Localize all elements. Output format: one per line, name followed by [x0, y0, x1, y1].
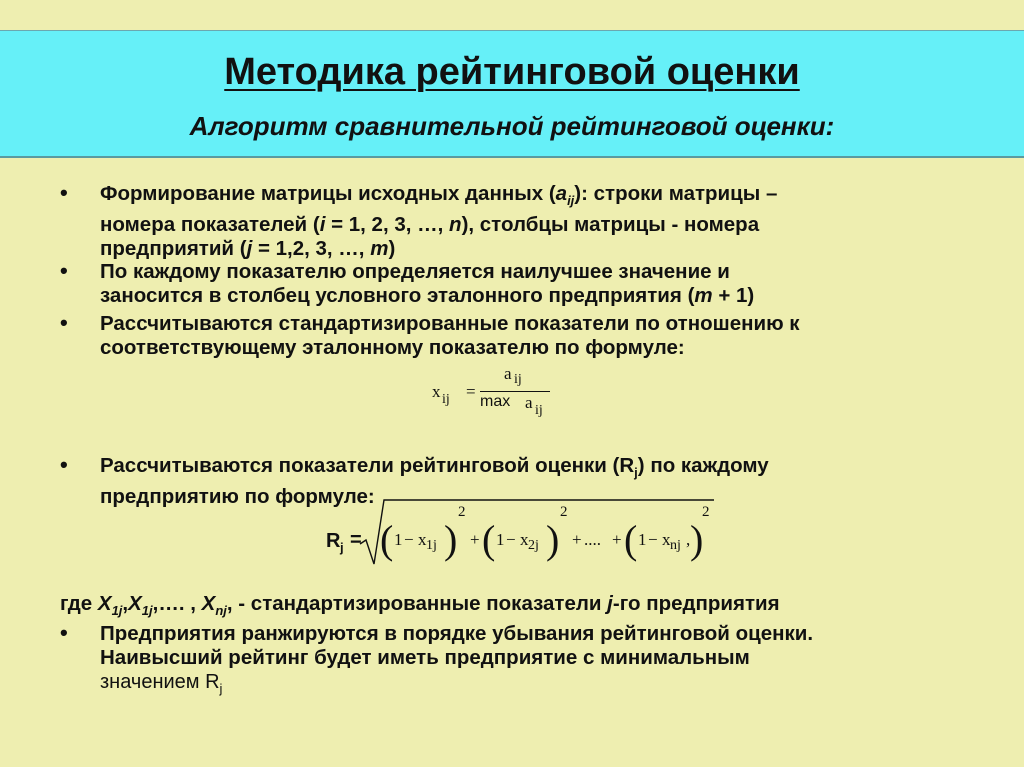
- formula2-sub-1: 1j: [426, 538, 437, 553]
- formula2-lhs-sub: j: [340, 540, 344, 555]
- formula2-pow-1: 2: [458, 504, 466, 520]
- item-4-line-2: предприятию по формуле:: [100, 485, 375, 509]
- formula1-lhs: x: [432, 382, 441, 401]
- formula1-num: a: [504, 364, 512, 383]
- formula2-paren-open-3: (: [624, 517, 638, 562]
- formula2-minus-3: −: [648, 530, 658, 549]
- formula2-paren-close-3: ): [690, 517, 704, 562]
- item-3-line-1: Рассчитываются стандартизированные показатели по отношению к: [100, 312, 800, 335]
- formula2-body: [380, 504, 720, 570]
- formula2-pow-3: 2: [702, 504, 710, 520]
- formula1-fraction-bar: [480, 391, 550, 392]
- formula2-var-2: x: [520, 530, 529, 549]
- item-5-text: [100, 622, 980, 701]
- formula2-one-2: 1: [496, 530, 505, 549]
- bullet-3: •: [60, 310, 68, 335]
- formula2-paren-close-1: ): [444, 517, 458, 562]
- formula2-one-3: 1: [638, 530, 647, 549]
- item-1-line-2: номера показателей (i = 1, 2, 3, …, n), столбцы матрицы - номера: [100, 213, 760, 237]
- bullet-4: •: [60, 452, 68, 477]
- formula1-num-sub: ij: [514, 372, 522, 387]
- formula1-den-var: a: [525, 393, 533, 412]
- rating-formula: [320, 496, 720, 572]
- formula2-minus-2: −: [506, 530, 516, 549]
- formula1-den-max: max: [480, 393, 511, 410]
- formula2-var-1: x: [418, 530, 427, 549]
- standardization-formula: [432, 362, 562, 422]
- formula2-plus-2: +: [572, 530, 582, 549]
- formula2-var-3: x: [662, 530, 671, 549]
- formula2-sub-3: nj: [670, 538, 681, 553]
- formula2-lhs: R: [326, 530, 341, 552]
- formula2-sub-2: 2j: [528, 538, 539, 553]
- item-2-line-1: По каждому показателю определяется наилучшее значение и: [100, 260, 730, 283]
- item-5-line-1: Предприятия ранжируются в порядке убывания рейтинговой оценки.: [100, 622, 814, 645]
- item-1-line-3: предприятий (j = 1,2, 3, …, m): [100, 237, 396, 261]
- formula2-dots: ....: [584, 530, 601, 549]
- formula2-eq: =: [350, 529, 362, 551]
- formula2-pow-2: 2: [560, 504, 568, 520]
- formula2-paren-open-2: (: [482, 517, 496, 562]
- where-line: где $X_{1j},X_{1j},\dots$. , $X_{nj}$, - стандартизированные показатели j-го предприятия: [60, 592, 780, 619]
- formula2-paren-close-2: ): [546, 517, 560, 562]
- formula2-minus-1: −: [404, 530, 414, 549]
- item-2-line-2: заносится в столбец условного эталонного предприятия (m + 1): [100, 284, 755, 307]
- item-1-text: [100, 182, 980, 261]
- page-subtitle: Алгоритм сравнительной рейтинговой оценки:: [189, 111, 835, 141]
- bullet-2: •: [60, 258, 68, 283]
- bullet-5: •: [60, 620, 68, 645]
- formula2-plus-1: +: [470, 530, 480, 549]
- header-banner: [0, 30, 1024, 158]
- item-3-line-2: соответствующему эталонному показателю по формуле:: [100, 336, 685, 359]
- item-3-text: [100, 312, 980, 360]
- item-1-line-1: Формирование матрицы исходных данных $(a_{ij})$: строки матрицы –: [100, 182, 778, 209]
- formula2-plus-3: +: [612, 530, 622, 549]
- item-5-line-2: Наивысший рейтинг будет иметь предприятие с минимальным: [100, 646, 750, 669]
- item-5-line-3: значением $R_j$: [100, 671, 223, 696]
- page-title: Методика рейтинговой оценки: [224, 51, 800, 93]
- formula2-trail: ,: [686, 530, 691, 549]
- item-4-line-1: Рассчитываются показатели рейтинговой оценки $(R_j)$ по каждому: [100, 454, 769, 481]
- formula1-eq: =: [466, 382, 476, 401]
- formula1-den-sub: ij: [535, 403, 543, 418]
- formula2-one-1: 1: [394, 530, 403, 549]
- formula2-paren-open-1: (: [380, 517, 394, 562]
- formula1-lhs-sub: ij: [442, 392, 450, 407]
- item-2-text: [100, 260, 980, 308]
- bullet-1: •: [60, 180, 68, 205]
